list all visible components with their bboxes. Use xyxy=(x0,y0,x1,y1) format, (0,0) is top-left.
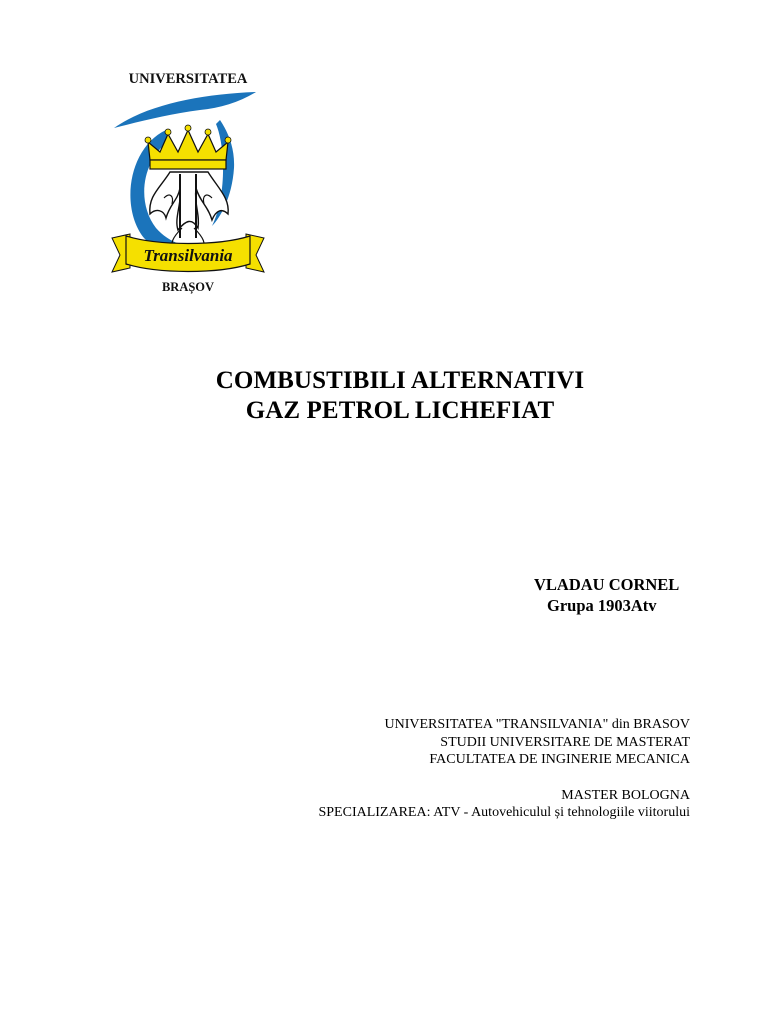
svg-text:Transilvania: Transilvania xyxy=(143,246,233,265)
document-title xyxy=(0,366,768,426)
institution-info xyxy=(260,716,690,822)
title-line-2: GAZ PETROL LICHEFIAT xyxy=(245,397,555,424)
author-name: VLADAU CORNEL xyxy=(534,575,680,594)
title-line-1: COMBUSTIBILI ALTERNATIVI xyxy=(215,367,585,394)
university-logo xyxy=(108,68,268,296)
svg-text:BRAȘOV: BRAȘOV xyxy=(161,280,215,294)
studies-line: STUDII UNIVERSITARE DE MASTERAT xyxy=(440,734,690,750)
faculty-line: FACULTATEA DE INGINERIE MECANICA xyxy=(429,752,690,767)
svg-text:UNIVERSITATEA: UNIVERSITATEA xyxy=(128,71,248,87)
specialization-line: SPECIALIZAREA: ATV - Autovehiculul și tehnologiile viitorului xyxy=(318,805,690,820)
university-line: UNIVERSITATEA "TRANSILVANIA" din BRASOV xyxy=(384,717,690,732)
program-line: MASTER BOLOGNA xyxy=(561,787,690,803)
author-group: Grupa 1903Atv xyxy=(547,596,657,615)
author-block xyxy=(520,574,710,616)
